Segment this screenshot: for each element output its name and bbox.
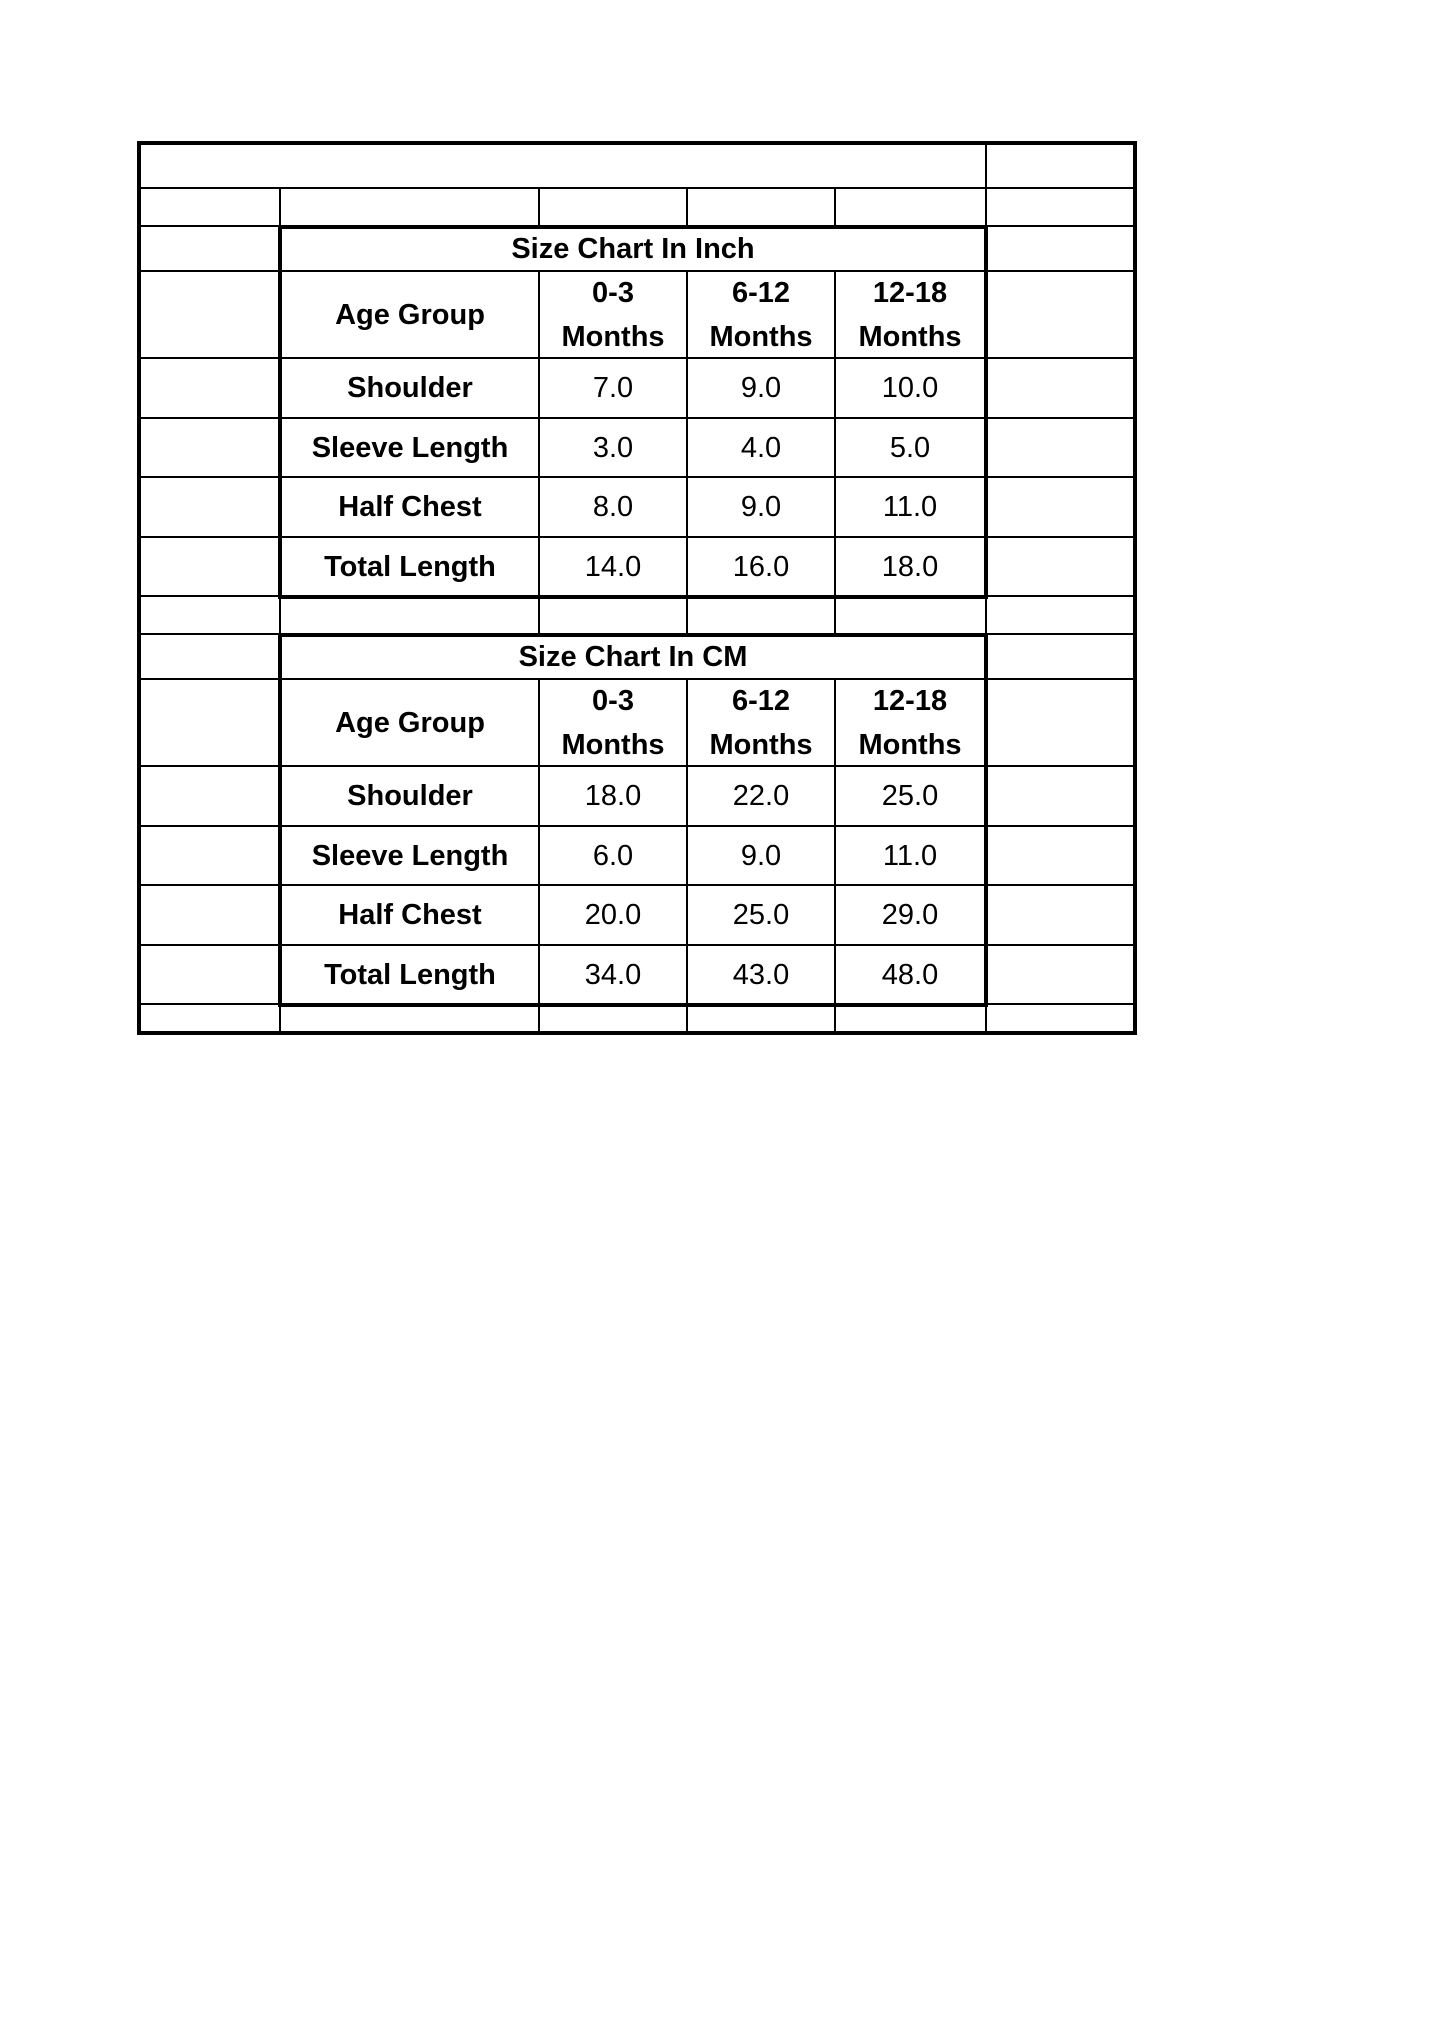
inch-row-label-shoulder: Shoulder (347, 372, 473, 404)
outer-border-top (137, 141, 1137, 145)
inch-cell-sleeve-1: 3.0 (592, 431, 634, 464)
outer-border-left (137, 141, 141, 1035)
inch-cell-length-2: 16.0 (732, 550, 790, 583)
inch-col-header-1-range: 0-3 (592, 276, 634, 309)
cm-cell-chest-3: 29.0 (881, 899, 939, 931)
cm-cell-length-1: 34.0 (584, 958, 642, 991)
inch-age-group-label: Age Group (335, 298, 485, 331)
cm-col-header-1-unit: Months (561, 728, 665, 761)
grid-col-a-bottom (538, 1003, 540, 1033)
cm-row-label-sleeve: Sleeve Length (311, 839, 509, 872)
outer-border-right (1133, 141, 1137, 1035)
inch-cell-chest-3: 11.0 (882, 491, 938, 523)
inch-cell-length-3: 18.0 (881, 550, 939, 583)
grid-col-b-top (686, 188, 688, 226)
cm-cell-sleeve-2: 9.0 (740, 839, 782, 872)
grid-col-b-bottom (686, 1003, 688, 1033)
inch-row-label-length: Total Length (324, 550, 496, 583)
inch-col-header-2-unit: Months (709, 320, 813, 353)
inch-cell-shoulder-2: 9.0 (740, 372, 782, 404)
grid-col-a-mid (538, 596, 540, 634)
outer-border-bottom (137, 1031, 1137, 1035)
cm-col-header-3-unit: Months (858, 728, 962, 761)
inch-table-border-right (984, 225, 988, 599)
grid-col-b-mid (686, 596, 688, 634)
cm-col-header-1 (540, 680, 686, 765)
cm-table-border-bottom (279, 1003, 988, 1007)
inch-cell-length-1: 14.0 (584, 550, 642, 583)
cm-col-header-1-range: 0-3 (592, 684, 634, 717)
cm-cell-shoulder-2: 22.0 (732, 780, 790, 812)
inch-col-header-3-unit: Months (858, 320, 962, 353)
inch-table-border-bottom (279, 595, 988, 599)
cm-table-border-right (984, 633, 988, 1007)
inch-cell-shoulder-1: 7.0 (592, 372, 634, 404)
cm-cell-sleeve-3: 11.0 (882, 839, 938, 872)
inch-row-label-sleeve: Sleeve Length (311, 431, 509, 464)
inch-table-title: Size Chart In Inch (511, 233, 755, 265)
cm-table-title: Size Chart In CM (518, 641, 748, 673)
grid-col-c-mid (834, 596, 836, 634)
cm-cell-chest-2: 25.0 (732, 899, 790, 931)
inch-col-header-2 (688, 272, 834, 357)
inch-col-header-1 (540, 272, 686, 357)
inch-cell-chest-1: 8.0 (592, 491, 634, 523)
cm-cell-chest-1: 20.0 (584, 899, 642, 931)
cm-col-header-3 (836, 680, 984, 765)
grid-col-a-top (538, 188, 540, 226)
grid-row-1 (137, 187, 1137, 189)
cm-cell-shoulder-1: 18.0 (584, 780, 642, 812)
cm-row-label-chest: Half Chest (338, 899, 482, 931)
cm-cell-shoulder-3: 25.0 (881, 780, 939, 812)
inch-row-label-chest: Half Chest (338, 491, 482, 523)
cm-col-header-2-unit: Months (709, 728, 813, 761)
inch-col-header-1-unit: Months (561, 320, 665, 353)
inch-cell-shoulder-3: 10.0 (881, 372, 939, 404)
cm-age-group-label: Age Group (335, 706, 485, 739)
cm-cell-length-2: 43.0 (732, 958, 790, 991)
cm-row-label-length: Total Length (324, 958, 496, 991)
cm-col-header-2-range: 6-12 (731, 684, 791, 717)
cm-col-header-2 (688, 680, 834, 765)
inch-cell-sleeve-3: 5.0 (889, 431, 931, 464)
cm-cell-length-3: 48.0 (881, 958, 939, 991)
cm-cell-sleeve-1: 6.0 (592, 839, 634, 872)
cm-row-label-shoulder: Shoulder (347, 780, 473, 812)
inch-col-header-3-range: 12-18 (872, 276, 948, 309)
grid-col-c-top (834, 188, 836, 226)
inch-col-header-3 (836, 272, 984, 357)
inch-cell-sleeve-2: 4.0 (740, 431, 782, 464)
cm-col-header-3-range: 12-18 (872, 684, 948, 717)
inch-col-header-2-range: 6-12 (731, 276, 791, 309)
grid-col-c-bottom (834, 1003, 836, 1033)
inch-cell-chest-2: 9.0 (740, 491, 782, 523)
